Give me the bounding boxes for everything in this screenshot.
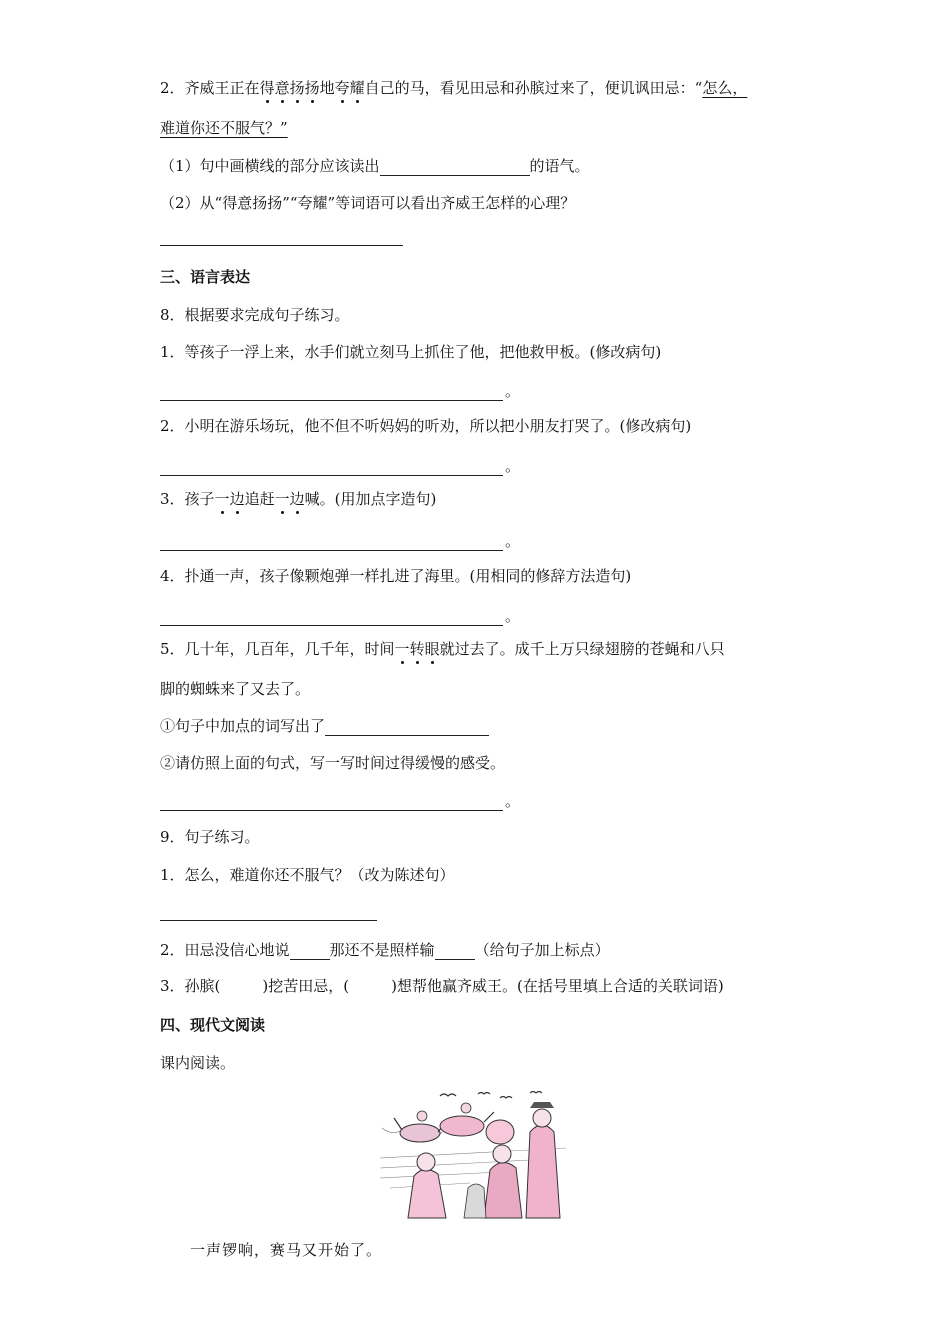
- q8-sentence-2: 2．小明在游乐场玩，他不但不听妈妈的听劝，所以把小朋友打哭了。(修改病句): [160, 417, 692, 435]
- q8-answer-3[interactable]: 。: [160, 530, 520, 550]
- q2-line2: 难道你还不服气？”: [160, 119, 288, 137]
- q2-sub2: （2）从“得意扬扬”“夸耀”等词语可以看出齐威王怎样的心理？: [160, 194, 576, 212]
- emphasis-dot-char: 转: [409, 640, 425, 658]
- emphasis-dot-char: 边: [289, 490, 305, 508]
- q2-line1: 2．齐威王正在得意扬扬地夸耀自己的马，看见田忌和孙膑过来了，便讥讽田忌：“怎么，: [160, 79, 748, 97]
- dotted-word-yibian-1: [215, 490, 245, 508]
- q8-sentence-5: 5．几十年，几百年，几千年，时间一转眼就过去了。成千上万只绿翅膀的苍蝇和八只: [160, 640, 725, 658]
- emphasis-dot-char: 夸: [334, 79, 350, 97]
- underlined-phrase: 怎么，: [702, 79, 748, 97]
- q8-answer-5[interactable]: 。: [160, 790, 520, 810]
- q9-answer-1[interactable]: [160, 903, 377, 923]
- q8-sentence-5-line2: 脚的蜘蛛来了又去了。: [160, 680, 311, 698]
- dotted-word-kuayao: [335, 79, 365, 97]
- emphasis-dot-char: 一: [394, 640, 410, 658]
- reading-intro: 课内阅读。: [160, 1054, 236, 1072]
- emphasis-dot-char: 意: [274, 79, 290, 97]
- answer-blank[interactable]: [325, 719, 489, 736]
- q8-sentence-3: 3．孩子一边追赶一边喊。(用加点字造句): [160, 490, 437, 508]
- q8-sentence-1: 1．等孩子一浮上来，水手们就立刻马上抓住了他，把他救甲板。(修改病句): [160, 343, 662, 361]
- emphasis-dot-char: 眼: [424, 640, 440, 658]
- q8-answer-2[interactable]: 。: [160, 455, 520, 475]
- emphasis-dot-char: 边: [229, 490, 245, 508]
- q8-title: 8．根据要求完成句子练习。: [160, 306, 350, 324]
- emphasis-dot-char: 扬: [289, 79, 305, 97]
- q2-sub1: （1）句中画横线的部分应该读出 的语气。: [160, 157, 590, 175]
- q2-answer-line[interactable]: [160, 228, 403, 248]
- underlined-phrase-2: 难道你还不服气？: [160, 119, 281, 137]
- dotted-word-deyiyangyang: [260, 79, 320, 97]
- q9-sentence-1: 1．怎么，难道你还不服气？（改为陈述句）: [160, 866, 455, 884]
- emphasis-dot-char: 一: [274, 490, 290, 508]
- section-title-3: 三、语言表达: [160, 268, 251, 286]
- emphasis-dot-char: 一: [214, 490, 230, 508]
- reading-text-line1: 一声锣响，赛马又开始了。: [190, 1241, 383, 1259]
- q8-sentence-4: 4．扑通一声，孩子像颗炮弹一样扎进了海里。(用相同的修辞方法造句): [160, 567, 632, 585]
- dotted-word-yizhuanyan: [395, 640, 440, 658]
- dotted-word-yibian-2: [275, 490, 305, 508]
- punct-blank-2[interactable]: [435, 943, 475, 960]
- horse-race-illustration: [380, 1088, 566, 1220]
- emphasis-dot-char: 耀: [349, 79, 365, 97]
- q8-sub1: ①句子中加点的词写出了: [160, 716, 489, 736]
- answer-blank[interactable]: [380, 159, 530, 176]
- punct-blank-1[interactable]: [290, 943, 330, 960]
- q9-sentence-3: 3．孙膑( )挖苦田忌，( )想帮他赢齐威王。(在括号里填上合适的关联词语): [160, 977, 724, 995]
- emphasis-dot-char: 得: [259, 79, 275, 97]
- q8-sub2: ②请仿照上面的句式，写一写时间过得缓慢的感受。: [160, 754, 506, 772]
- section-title-4: 四、现代文阅读: [160, 1016, 266, 1034]
- emphasis-dot-char: 扬: [304, 79, 320, 97]
- q8-answer-1[interactable]: 。: [160, 380, 520, 400]
- q9-sentence-2: 2．田忌没信心地说 那还不是照样输 （给句子加上标点）: [160, 941, 610, 959]
- q9-title: 9．句子练习。: [160, 828, 260, 846]
- q8-answer-4[interactable]: 。: [160, 605, 520, 625]
